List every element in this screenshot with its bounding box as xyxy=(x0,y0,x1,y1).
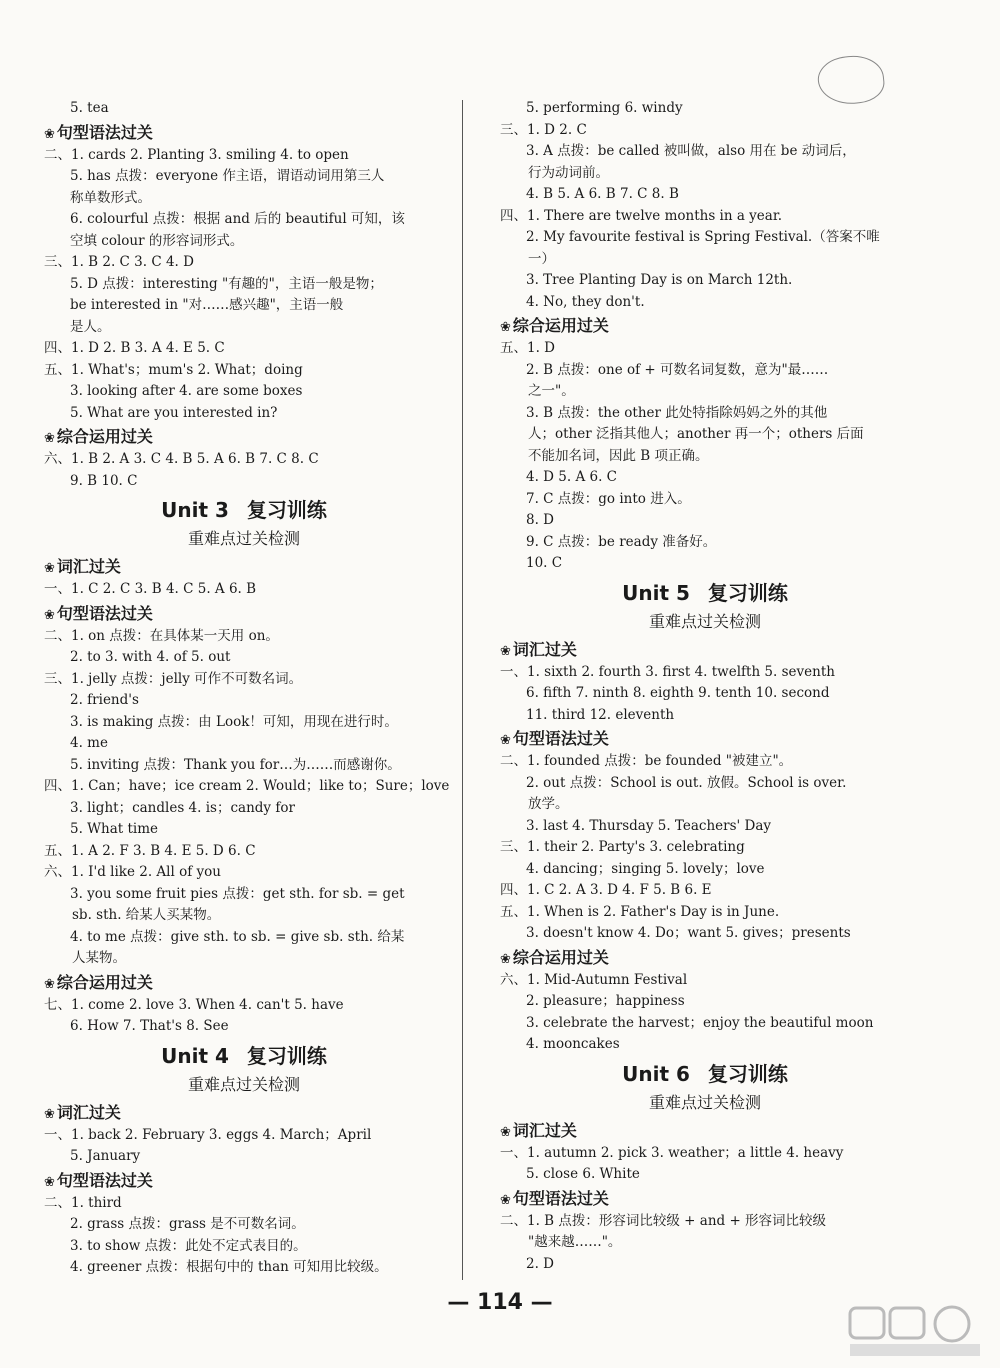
answer-line: 四、1. D 2. B 3. A 4. E 5. C xyxy=(44,340,225,356)
unit-heading xyxy=(500,577,910,609)
paw-icon: ❀ xyxy=(500,733,511,748)
section-heading-text: 句型语法过关 xyxy=(512,1188,609,1208)
section-heading-text: 词汇过关 xyxy=(512,1120,577,1140)
answer-line: 一） xyxy=(528,250,555,267)
answer-line: 二、1. founded 点拨：be founded "被建立"。 xyxy=(500,753,793,769)
paw-icon: ❀ xyxy=(500,643,511,659)
answer-line: 2. out 点拨：School is out. 放假。School is over. xyxy=(526,774,847,791)
answer-line: 3. is making 点拨：由 Look！可知，用现在进行时。 xyxy=(70,713,398,730)
answer-line: 4. greener 点拨：根据句中的 than 可知用比较级。 xyxy=(70,1259,388,1275)
answer-line: 2. B 点拨：one of + 可数名词复数，意为"最…… xyxy=(526,361,829,378)
paw-icon: ❀ xyxy=(44,607,55,623)
unit-heading xyxy=(44,494,444,526)
answer-line: 4. mooncakes xyxy=(526,1036,620,1052)
answer-line: 四、1. There are twelve months in a year. xyxy=(500,207,783,224)
section-heading-text: 句型语法过关 xyxy=(56,1170,153,1190)
answer-line: 一、1. sixth 2. fourth 3. first 4. twelfth 5. seventh xyxy=(500,663,835,680)
answer-line: 二、1. third xyxy=(44,1194,122,1211)
answer-line: 5. tea xyxy=(70,100,109,116)
answer-line: 4. dancing；singing 5. lovely；love xyxy=(526,860,765,877)
section-heading xyxy=(500,313,910,338)
answer-line: 放学。 xyxy=(528,796,569,812)
answer-line: 6. How 7. That's 8. See xyxy=(70,1018,229,1034)
answer-line: 3. doesn't know 4. Do；want 5. gives；presents xyxy=(526,925,851,941)
section-heading-text: 词汇过关 xyxy=(512,639,577,659)
answer-line: 是人。 xyxy=(70,318,111,335)
answer-line: 行为动词前。 xyxy=(528,164,609,181)
unit-title: 复习训练 xyxy=(246,1043,327,1068)
answer-line: 一、1. C 2. C 3. B 4. C 5. A 6. B xyxy=(44,581,257,597)
left-column xyxy=(44,98,450,1279)
unit-title: 复习训练 xyxy=(707,580,788,605)
page-number: — 114 — xyxy=(447,1290,553,1315)
answer-line: 3. looking after 4. are some boxes xyxy=(70,383,303,399)
answer-line: 3. B 点拨：the other 此处特指除妈妈之外的其他 xyxy=(526,404,828,421)
answer-line: 4. me xyxy=(70,735,108,751)
right-column xyxy=(500,98,910,1275)
answer-line: 之一"。 xyxy=(528,383,575,399)
section-heading-text: 综合运用过关 xyxy=(512,947,609,967)
answer-line: 5. What are you interested in? xyxy=(70,404,278,421)
section-heading-text: 词汇过关 xyxy=(56,1102,121,1122)
answer-line: 六、1. Mid-Autumn Festival xyxy=(500,971,688,988)
sub-heading: 重难点过关检测 xyxy=(187,529,300,548)
answer-line: 9. B 10. C xyxy=(70,472,138,489)
answer-line: be interested in "对……感兴趣"，主语一般 xyxy=(70,297,344,313)
section-heading xyxy=(44,424,444,449)
section-heading xyxy=(44,601,444,626)
answer-line: 四、1. Can；have；ice cream 2. Would；like to；Sure；love xyxy=(44,778,450,794)
answer-line: 六、1. B 2. A 3. C 4. B 5. A 6. B 7. C 8. C xyxy=(44,451,319,467)
answer-line: "越来越……"。 xyxy=(528,1234,622,1250)
answer-line: 3. last 4. Thursday 5. Teachers' Day xyxy=(526,817,772,834)
answer-line: 四、1. C 2. A 3. D 4. F 5. B 6. E xyxy=(500,882,712,898)
section-heading-text: 句型语法过关 xyxy=(56,603,153,623)
answer-line: 8. D xyxy=(526,512,554,528)
answer-line: 不能加名词，因此 B 项正确。 xyxy=(528,447,709,464)
answer-line: 2. to 3. with 4. of 5. out xyxy=(70,649,231,665)
paw-icon: ❀ xyxy=(500,1124,511,1140)
unit-title: 复习训练 xyxy=(707,1061,788,1086)
section-heading-text: 句型语法过关 xyxy=(56,122,153,142)
answer-line: 五、1. What's；mum's 2. What；doing xyxy=(44,361,303,378)
answer-line: 3. light；candles 4. is；candy for xyxy=(70,799,295,816)
column-divider xyxy=(462,100,463,1280)
section-heading xyxy=(500,1186,910,1211)
sub-heading: 重难点过关检测 xyxy=(648,1092,761,1112)
paw-icon: ❀ xyxy=(500,320,511,335)
answer-line: 五、1. A 2. F 3. B 4. E 5. D 6. C xyxy=(44,842,256,859)
watermark-logo xyxy=(840,1300,990,1360)
answer-line: 9. C 点拨：be ready 准备好。 xyxy=(526,533,717,550)
answer-line: 11. third 12. eleventh xyxy=(526,706,675,723)
section-heading-text: 词汇过关 xyxy=(56,557,121,576)
answer-line: 5. inviting 点拨：Thank you for…为……而感谢你。 xyxy=(70,756,401,773)
section-heading xyxy=(44,120,444,145)
answer-line: 空填 colour 的形容词形式。 xyxy=(70,232,244,249)
answer-line: 5. January xyxy=(70,1148,141,1164)
answer-line: sb. sth. 给某人买某物。 xyxy=(72,907,221,923)
answer-line: 六、1. I'd like 2. All of you xyxy=(44,864,221,880)
answer-line: 6. fifth 7. ninth 8. eighth 9. tenth 10. second xyxy=(526,685,830,701)
section-heading xyxy=(500,726,910,751)
section-heading-text: 综合运用过关 xyxy=(56,427,153,446)
answer-line: 二、1. on 点拨：在具体某一天用 on。 xyxy=(44,627,279,644)
paw-icon: ❀ xyxy=(500,951,511,967)
unit-number: Unit 5 xyxy=(622,580,690,605)
answer-line: 2. D xyxy=(526,1255,554,1272)
paw-icon: ❀ xyxy=(44,976,55,992)
answer-line: 二、1. cards 2. Planting 3. smiling 4. to open xyxy=(44,146,349,163)
answer-line: 5. has 点拨：everyone 作主语，谓语动词用第三人 xyxy=(70,168,385,184)
section-heading xyxy=(44,554,444,579)
unit-title: 复习训练 xyxy=(246,498,327,522)
sub-heading: 重难点过关检测 xyxy=(187,1074,300,1094)
section-heading xyxy=(500,1118,910,1143)
answer-line: 3. A 点拨：be called 被叫做，also 用在 be 动词后， xyxy=(526,143,856,159)
answer-line: 二、1. B 点拨：形容词比较级 + and + 形容词比较级 xyxy=(500,1212,827,1229)
answer-line: 5. performing 6. windy xyxy=(526,100,683,116)
section-heading xyxy=(44,1100,444,1125)
section-heading xyxy=(44,1168,444,1193)
answer-line: 三、1. D 2. C xyxy=(500,121,587,138)
answer-line: 三、1. jelly 点拨：jelly 可作不可数名词。 xyxy=(44,670,303,687)
answer-line: 3. celebrate the harvest；enjoy the beautiful moon xyxy=(526,1014,874,1031)
answer-line: 3. Tree Planting Day is on March 12th. xyxy=(526,272,793,288)
answer-line: 4. D 5. A 6. C xyxy=(526,469,617,485)
unit-number: Unit 6 xyxy=(622,1061,690,1086)
answer-line: 2. grass 点拨：grass 是不可数名词。 xyxy=(70,1216,305,1232)
unit-number: Unit 4 xyxy=(161,1043,229,1068)
answer-line: 7. C 点拨：go into 进入。 xyxy=(526,490,691,507)
paw-icon: ❀ xyxy=(500,1192,511,1208)
answer-line: 五、1. D xyxy=(500,340,555,356)
answer-line: 2. pleasure；happiness xyxy=(526,993,685,1009)
answer-line: 5. D 点拨：interesting "有趣的"，主语一般是物； xyxy=(70,275,383,292)
answer-line: 三、1. B 2. C 3. C 4. D xyxy=(44,254,194,270)
unit-number: Unit 3 xyxy=(161,498,229,522)
paw-icon: ❀ xyxy=(44,431,55,446)
answer-line: 5. What time xyxy=(70,821,159,837)
section-heading-text: 综合运用过关 xyxy=(512,316,609,335)
answer-line: 3. you some fruit pies 点拨：get sth. for sb. = get xyxy=(70,885,405,902)
section-heading xyxy=(500,945,910,970)
answer-line: 三、1. their 2. Party's 3. celebrating xyxy=(500,839,745,855)
section-heading xyxy=(500,637,910,662)
paw-icon: ❀ xyxy=(44,561,55,576)
paw-icon: ❀ xyxy=(44,1106,55,1122)
answer-line: 五、1. When is 2. Father's Day is in June. xyxy=(500,903,780,920)
answer-line: 称单数形式。 xyxy=(70,189,151,206)
answer-line: 4. No, they don't. xyxy=(526,293,645,310)
answer-line: 2. My favourite festival is Spring Festival.（答案不唯 xyxy=(526,229,880,245)
answer-line: 人某物。 xyxy=(72,950,126,966)
section-heading-text: 句型语法过关 xyxy=(512,729,609,748)
paw-icon: ❀ xyxy=(44,126,55,142)
sub-heading: 重难点过关检测 xyxy=(648,611,761,631)
section-heading xyxy=(44,970,444,995)
section-heading-text: 综合运用过关 xyxy=(56,972,153,992)
unit-heading xyxy=(44,1040,444,1072)
answer-line: 4. B 5. A 6. B 7. C 8. B xyxy=(526,186,679,202)
answer-line: 3. to show 点拨：此处不定式表目的。 xyxy=(70,1237,307,1254)
answer-line: 5. close 6. White xyxy=(526,1166,640,1182)
answer-line: 10. C xyxy=(526,555,563,571)
answer-line: 6. colourful 点拨：根据 and 后的 beautiful 可知，该 xyxy=(70,211,405,227)
answer-line: 一、1. back 2. February 3. eggs 4. March；April xyxy=(44,1126,372,1143)
unit-heading xyxy=(500,1058,910,1090)
answer-line: 4. to me 点拨：give sth. to sb. = give sb. sth. 给某 xyxy=(70,928,405,945)
answer-line: 一、1. autumn 2. pick 3. weather；a little 4. heavy xyxy=(500,1144,844,1161)
paw-icon: ❀ xyxy=(44,1174,55,1190)
answer-line: 人；other 泛指其他人；another 再一个；others 后面 xyxy=(528,426,864,442)
answer-line: 七、1. come 2. love 3. When 4. can't 5. have xyxy=(44,996,344,1013)
answer-line: 2. friend's xyxy=(70,692,139,708)
